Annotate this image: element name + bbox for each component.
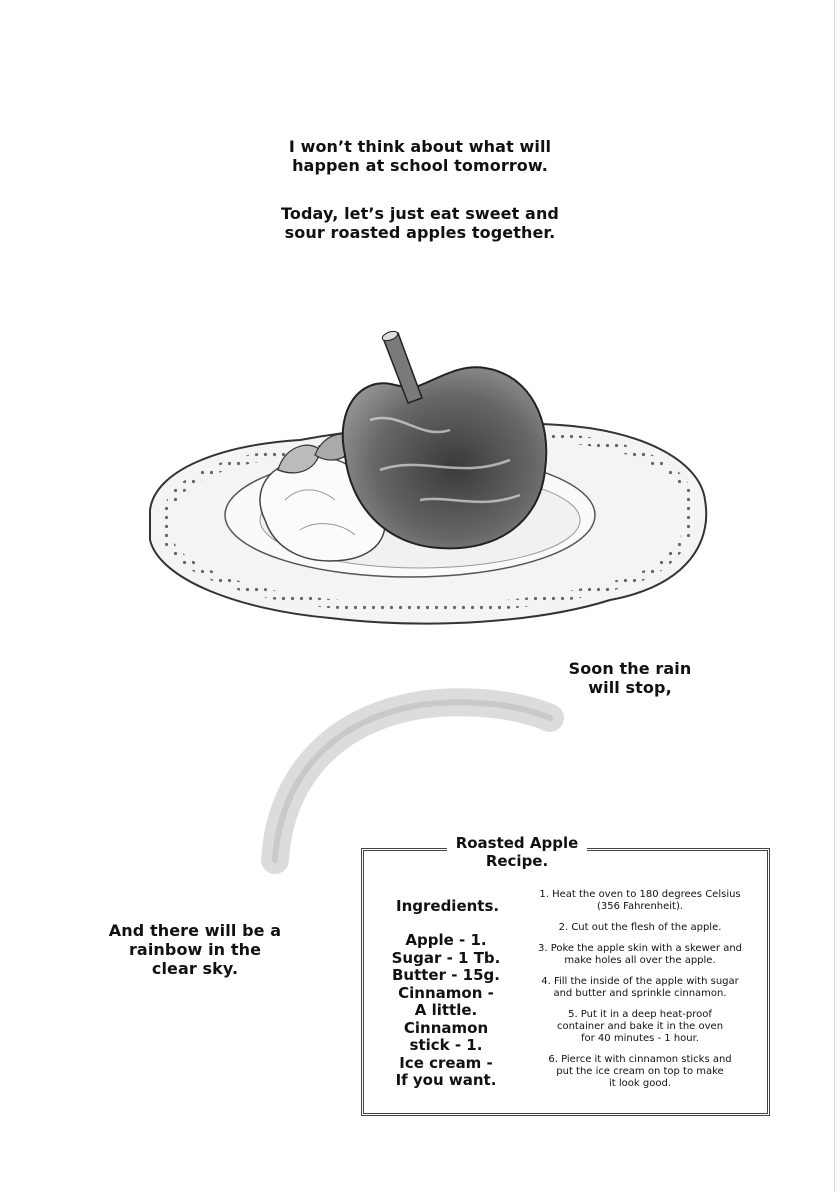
ingredient-item: Sugar - 1 Tb. [391,948,501,967]
caption-school-tomorrow: I won’t think about what will happen at school tomorrow. [288,137,552,175]
recipe-step: 2. Cut out the flesh of the apple. [558,922,722,933]
recipe-title: Roasted Apple Recipe. [447,834,587,870]
ingredient-item: Cinnamon stick - 1. [403,1018,489,1054]
recipe-step: 4. Fill the inside of the apple with sugar and butter and sprinkle cinnamon. [541,976,739,999]
ingredient-item: Butter - 15g. [391,966,500,984]
caption-rainbow: And there will be a rainbow in the clear sky. [108,921,282,978]
caption-rain-will-stop: Soon the rain will stop, [568,659,692,697]
ingredients-heading: Ingredients. [396,897,500,915]
ingredient-item: Apple - 1. [405,931,487,949]
ingredient-list [384,932,508,1090]
ingredient-item: Cinnamon - A little. [398,983,494,1019]
recipe-steps [520,889,760,1099]
ingredient-item: Ice cream - If you want. [395,1053,497,1089]
recipe-step: 5. Put it in a deep heat-proof container and bake it in the oven for 40 minutes - 1 hour. [556,1009,724,1044]
recipe-step: 3. Poke the apple skin with a skewer and make holes all over the apple. [537,943,743,966]
recipe-step: 6. Pierce it with cinnamon sticks and put the ice cream on top to make it look good. [548,1054,732,1089]
recipe-step: 1. Heat the oven to 180 degrees Celsius (356 Fahrenheit). [539,889,741,912]
caption-eat-apples: Today, let’s just eat sweet and sour roasted apples together. [281,204,559,242]
